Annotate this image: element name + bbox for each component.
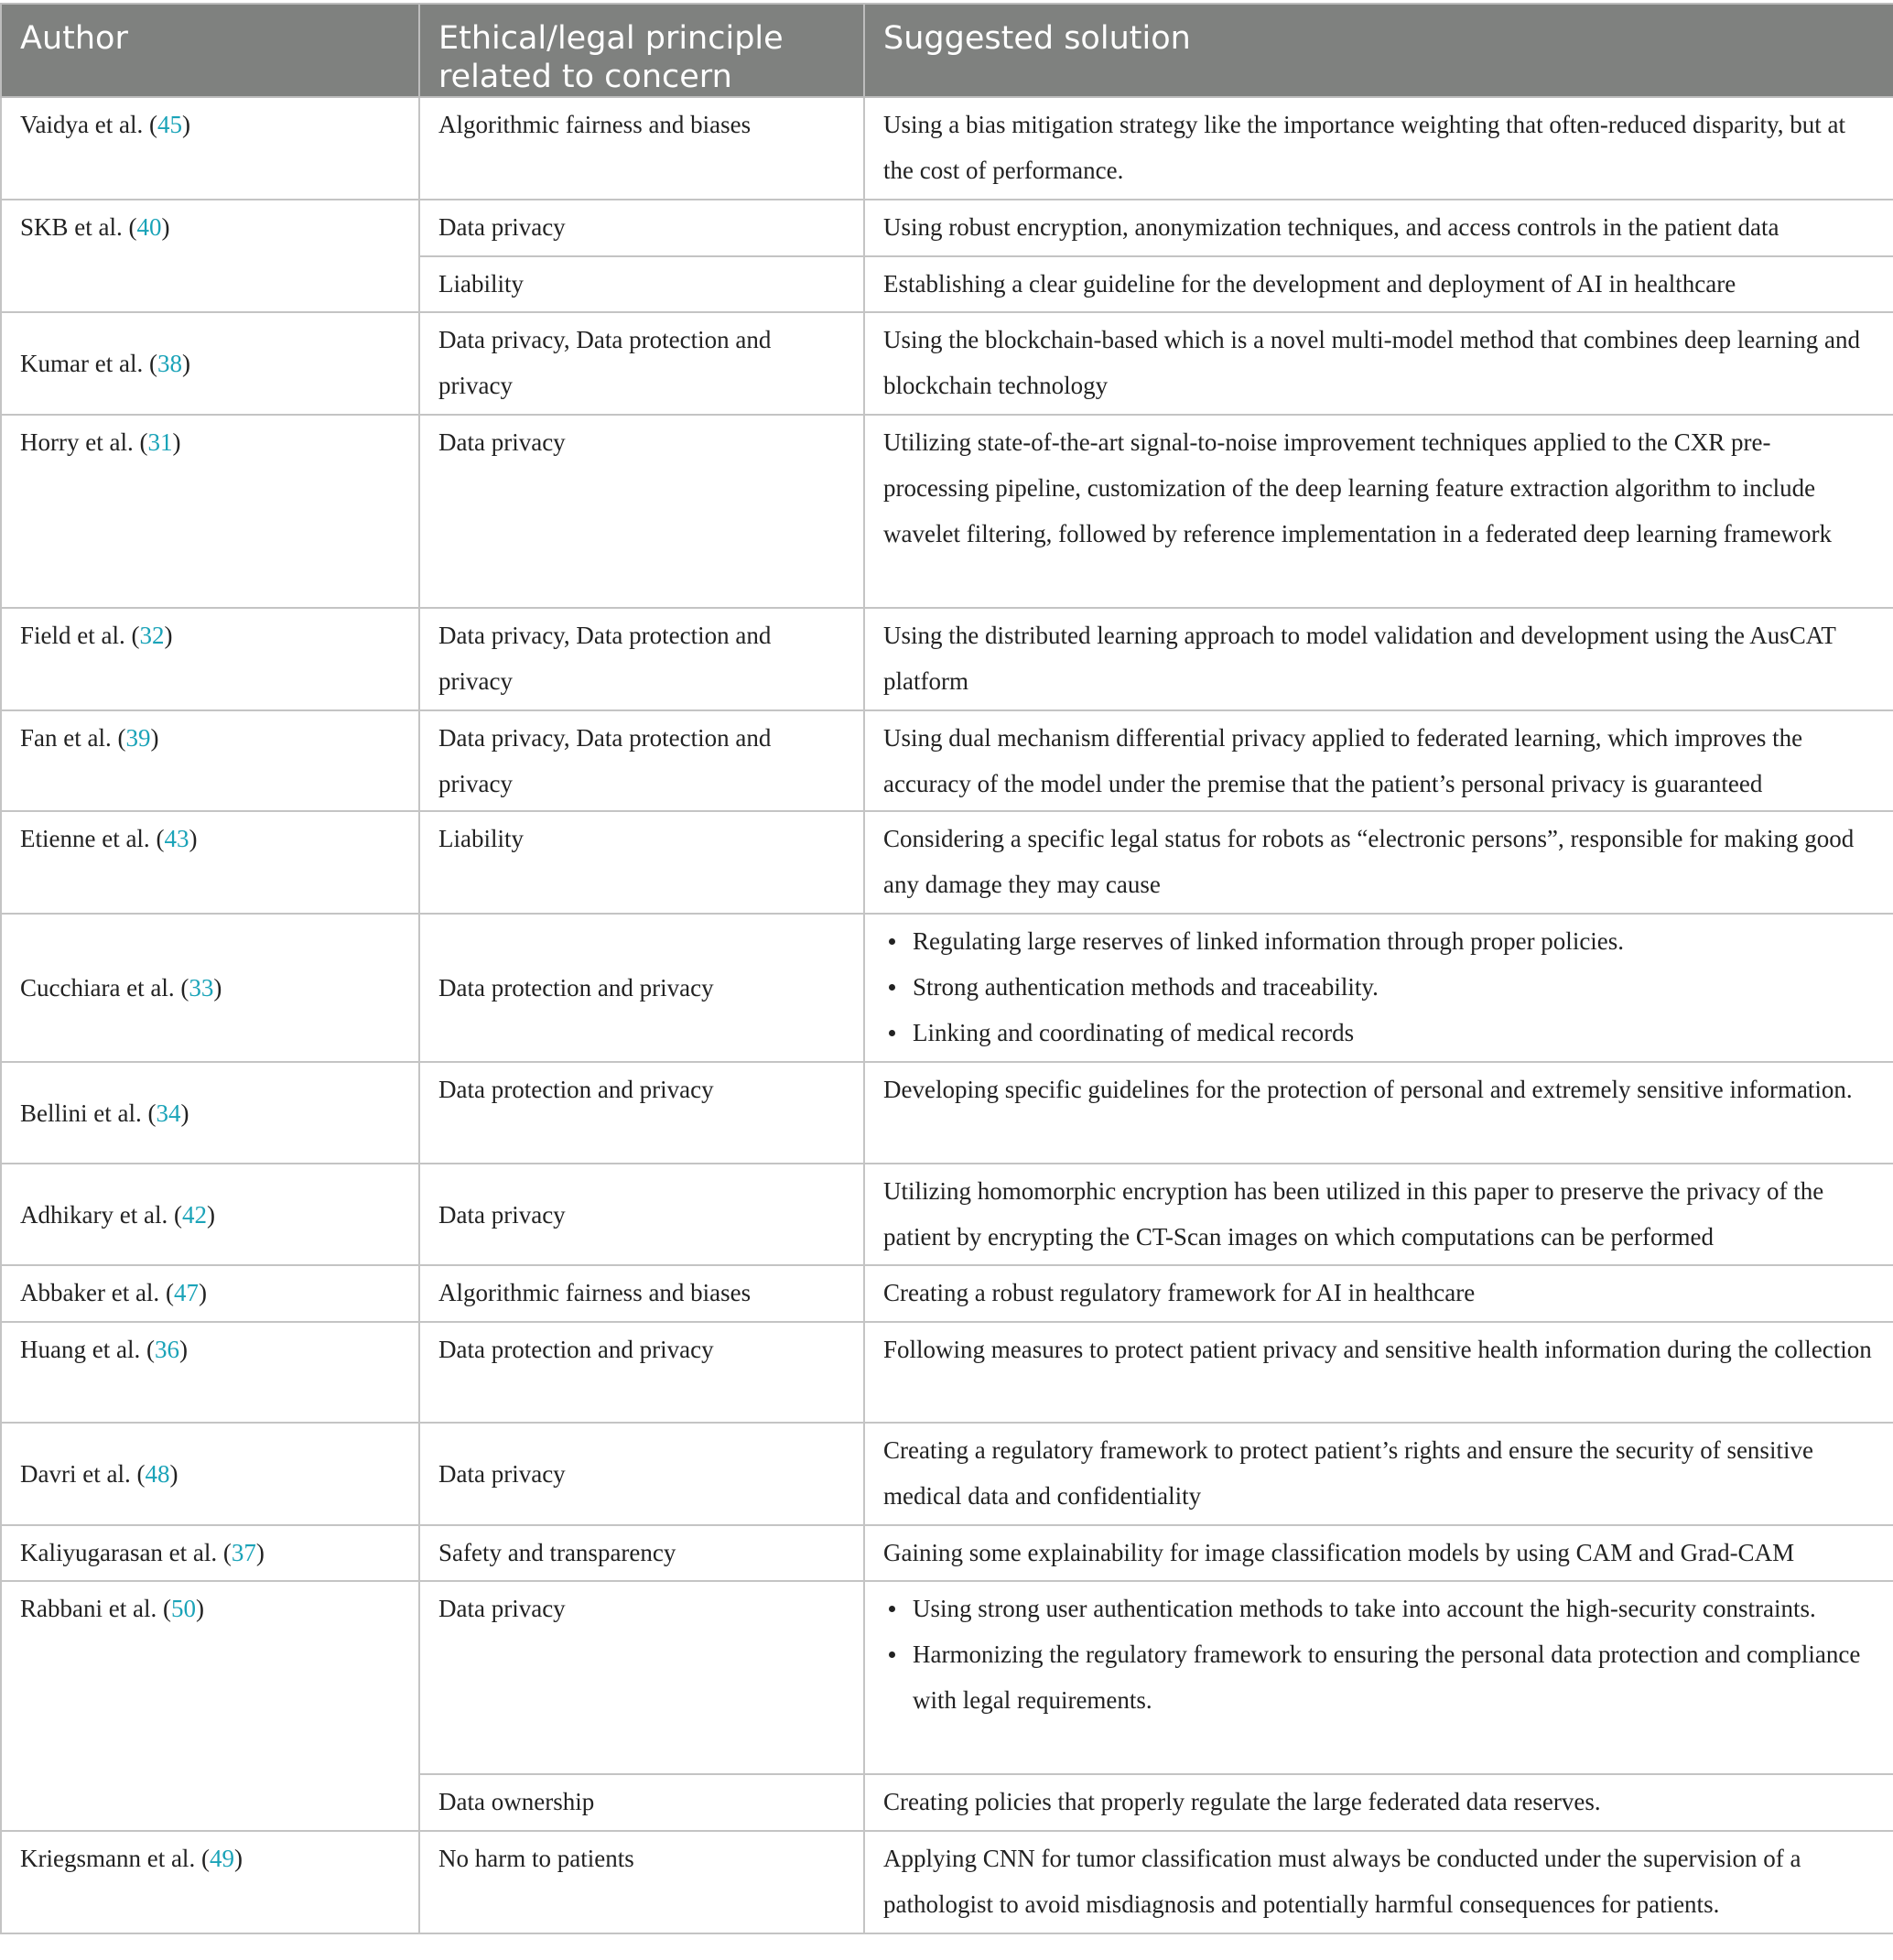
- solution-cell: [864, 914, 1893, 1062]
- table-row: [1, 200, 1893, 256]
- solution-cell: Creating policies that properly regulate the large federated data reserves.: [864, 1774, 1893, 1831]
- author-cell: Huang et al. (36): [1, 1322, 419, 1423]
- author-name: Fan et al.: [20, 724, 112, 752]
- table-row: [1, 1164, 1893, 1265]
- reference-link[interactable]: 31: [147, 428, 173, 456]
- solution-cell: Using the blockchain-based which is a novel multi-model method that combines deep learning and blockchain technology: [864, 312, 1893, 415]
- principle-cell: Data protection and privacy: [419, 1062, 864, 1164]
- solution-cell: Establishing a clear guideline for the development and deployment of AI in healthcare: [864, 256, 1893, 312]
- table-row: [1, 1423, 1893, 1525]
- reference-link[interactable]: 49: [209, 1845, 234, 1872]
- table-row: [1, 1581, 1893, 1774]
- table-row: [1, 97, 1893, 200]
- author-cell: Fan et al. (39): [1, 710, 419, 811]
- solution-list: [883, 918, 1875, 1056]
- solution-cell: Developing specific guidelines for the protection of personal and extremely sensitive information.: [864, 1062, 1893, 1164]
- reference-link[interactable]: 42: [181, 1200, 207, 1229]
- author-name: Adhikary et al.: [20, 1200, 168, 1229]
- ethics-solutions-table: [0, 3, 1893, 1934]
- header-solution: Suggested solution: [864, 4, 1893, 97]
- solution-cell: Using robust encryption, anonymization techniques, and access controls in the patient data: [864, 200, 1893, 256]
- solution-bullet: Linking and coordinating of medical records: [913, 1010, 1875, 1056]
- solution-bullet: Strong authentication methods and traceability.: [913, 964, 1875, 1010]
- author-name: Abbaker et al.: [20, 1279, 160, 1306]
- principle-cell: Algorithmic fairness and biases: [419, 97, 864, 200]
- principle-cell: Liability: [419, 256, 864, 312]
- principle-cell: Data privacy: [419, 1581, 864, 1774]
- author-name: Rabbani et al.: [20, 1595, 157, 1622]
- solution-cell: Applying CNN for tumor classification must always be conducted under the supervision of a pathologist to avoid misdiagnosis and potentially harmful consequences for patients.: [864, 1831, 1893, 1933]
- author-cell: Etienne et al. (43): [1, 811, 419, 914]
- solution-cell: Creating a robust regulatory framework for AI in healthcare: [864, 1265, 1893, 1322]
- table-row: [1, 710, 1893, 811]
- reference-link[interactable]: 38: [157, 350, 182, 377]
- solution-cell: Using the distributed learning approach to model validation and development using the AusCAT platform: [864, 608, 1893, 710]
- principle-cell: Data privacy: [419, 1164, 864, 1265]
- table-row: [1, 608, 1893, 710]
- header-author: Author: [1, 4, 419, 97]
- author-name: Kriegsmann et al.: [20, 1845, 196, 1872]
- author-cell: Davri et al. (48): [1, 1423, 419, 1525]
- author-name: Horry et al.: [20, 428, 134, 456]
- author-cell: Adhikary et al. (42): [1, 1164, 419, 1265]
- table-row: [1, 914, 1893, 1062]
- reference-link[interactable]: 37: [231, 1539, 256, 1566]
- table-row: [1, 1322, 1893, 1423]
- solution-cell: Utilizing homomorphic encryption has been utilized in this paper to preserve the privacy of the patient by encrypting the CT-Scan images on which computations can be performed: [864, 1164, 1893, 1265]
- principle-cell: Data ownership: [419, 1774, 864, 1831]
- table-row: [1, 1525, 1893, 1581]
- author-name: Huang et al.: [20, 1336, 141, 1363]
- author-name: Bellini et al.: [20, 1099, 142, 1127]
- principle-cell: Algorithmic fairness and biases: [419, 1265, 864, 1322]
- author-cell: Cucchiara et al. (33): [1, 914, 419, 1062]
- principle-cell: Data protection and privacy: [419, 914, 864, 1062]
- reference-link[interactable]: 43: [164, 825, 189, 852]
- reference-link[interactable]: 39: [125, 724, 151, 752]
- reference-link[interactable]: 50: [170, 1595, 196, 1622]
- table-row: [1, 1831, 1893, 1933]
- table-row: [1, 811, 1893, 914]
- author-name: Etienne et al.: [20, 825, 150, 852]
- reference-link[interactable]: 48: [145, 1460, 170, 1488]
- solution-bullet: Regulating large reserves of linked information through proper policies.: [913, 918, 1875, 964]
- reference-link[interactable]: 34: [156, 1099, 181, 1127]
- author-cell: Abbaker et al. (47): [1, 1265, 419, 1322]
- author-name: Field et al.: [20, 622, 125, 649]
- principle-cell: No harm to patients: [419, 1831, 864, 1933]
- author-name: Vaidya et al.: [20, 111, 144, 138]
- author-name: Kaliyugarasan et al.: [20, 1539, 218, 1566]
- solution-list: [883, 1586, 1875, 1723]
- solution-cell: Considering a specific legal status for robots as “electronic persons”, responsible for making good any damage they may cause: [864, 811, 1893, 914]
- table-row: [1, 1062, 1893, 1164]
- principle-cell: Data privacy: [419, 200, 864, 256]
- principle-cell: Data privacy: [419, 415, 864, 608]
- solution-cell: Gaining some explainability for image classification models by using CAM and Grad-CAM: [864, 1525, 1893, 1581]
- solution-cell: Using dual mechanism differential privacy applied to federated learning, which improves the accuracy of the model under the premise that the patient’s personal privacy is guaranteed: [864, 710, 1893, 811]
- author-cell: Bellini et al. (34): [1, 1062, 419, 1164]
- author-name: SKB et al.: [20, 213, 123, 241]
- principle-cell: Data privacy, Data protection and privacy: [419, 710, 864, 811]
- principle-cell: Data privacy, Data protection and privacy: [419, 312, 864, 415]
- author-name: Davri et al.: [20, 1460, 131, 1488]
- principle-cell: Liability: [419, 811, 864, 914]
- solution-cell: [864, 1581, 1893, 1774]
- author-cell: Horry et al. (31): [1, 415, 419, 608]
- reference-link[interactable]: 47: [173, 1279, 199, 1306]
- author-cell: SKB et al. (40): [1, 200, 419, 312]
- solution-cell: Utilizing state-of-the-art signal-to-noise improvement techniques applied to the CXR pre-processing pipeline, customization of the deep learning feature extraction algorithm to include wavelet filtering, followed by reference implementation in a federated deep learning framework: [864, 415, 1893, 608]
- author-name: Cucchiara et al.: [20, 974, 175, 1002]
- solution-cell: Creating a regulatory framework to protect patient’s rights and ensure the security of sensitive medical data and confidentiality: [864, 1423, 1893, 1525]
- author-cell: Field et al. (32): [1, 608, 419, 710]
- author-cell: Kriegsmann et al. (49): [1, 1831, 419, 1933]
- author-cell: Kumar et al. (38): [1, 312, 419, 415]
- reference-link[interactable]: 45: [157, 111, 182, 138]
- table-row: [1, 415, 1893, 608]
- table-row: [1, 312, 1893, 415]
- principle-cell: Data privacy: [419, 1423, 864, 1525]
- principle-cell: Data privacy, Data protection and privacy: [419, 608, 864, 710]
- reference-link[interactable]: 33: [189, 974, 214, 1002]
- principle-cell: Safety and transparency: [419, 1525, 864, 1581]
- solution-cell: Following measures to protect patient privacy and sensitive health information during the collection: [864, 1322, 1893, 1423]
- solution-cell: Using a bias mitigation strategy like the importance weighting that often-reduced disparity, but at the cost of performance.: [864, 97, 1893, 200]
- solution-bullet: Using strong user authentication methods to take into account the high-security constraints.: [913, 1586, 1875, 1631]
- solution-bullet: Harmonizing the regulatory framework to ensuring the personal data protection and compliance with legal requirements.: [913, 1631, 1875, 1723]
- header-row: [1, 4, 1893, 97]
- author-cell: Rabbani et al. (50): [1, 1581, 419, 1831]
- reference-link[interactable]: 32: [139, 622, 165, 649]
- author-cell: Kaliyugarasan et al. (37): [1, 1525, 419, 1581]
- header-principle: Ethical/legal principle related to concern: [419, 4, 864, 97]
- author-cell: Vaidya et al. (45): [1, 97, 419, 200]
- principle-cell: Data protection and privacy: [419, 1322, 864, 1423]
- table-row: [1, 1265, 1893, 1322]
- reference-link[interactable]: 36: [154, 1336, 179, 1363]
- author-name: Kumar et al.: [20, 350, 144, 377]
- reference-link[interactable]: 40: [136, 213, 162, 241]
